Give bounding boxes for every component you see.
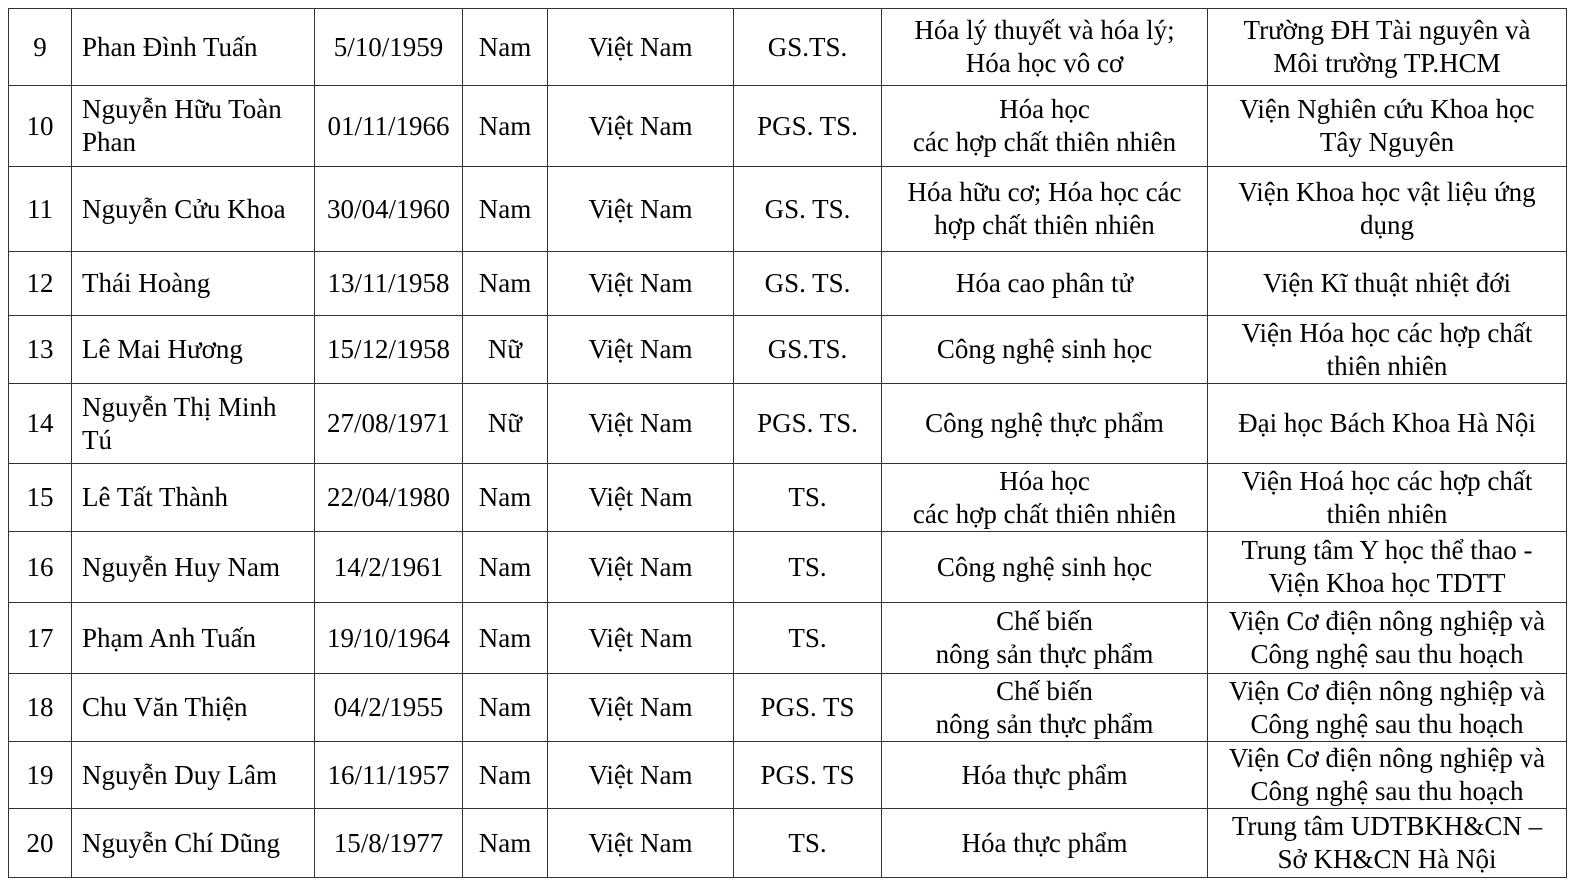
gender: Nam: [463, 532, 548, 603]
gender: Nam: [463, 742, 548, 809]
gender: Nam: [463, 252, 548, 316]
organization: Viện Nghiên cứu Khoa học Tây Nguyên: [1208, 86, 1567, 167]
specialty: Hóa thực phẩm: [882, 742, 1208, 809]
table-row: [9, 86, 1567, 167]
birth-date: 16/11/1957: [315, 742, 463, 809]
row-number: 10: [9, 86, 72, 167]
organization: Viện Hoá học các hợp chất thiên nhiên: [1208, 464, 1567, 532]
row-number: 15: [9, 464, 72, 532]
birth-date: 27/08/1971: [315, 384, 463, 464]
row-number: 9: [9, 9, 72, 86]
gender: Nam: [463, 603, 548, 674]
academic-title: GS.TS.: [734, 9, 882, 86]
member-name: Lê Mai Hương: [72, 316, 315, 384]
specialty: Hóa thực phẩm: [882, 809, 1208, 878]
nationality: Việt Nam: [548, 742, 734, 809]
nationality: Việt Nam: [548, 86, 734, 167]
nationality: Việt Nam: [548, 809, 734, 878]
table-row: [9, 674, 1567, 742]
academic-title: PGS. TS: [734, 742, 882, 809]
birth-date: 30/04/1960: [315, 167, 463, 252]
specialty: Hóa học các hợp chất thiên nhiên: [882, 464, 1208, 532]
specialty: Hóa học các hợp chất thiên nhiên: [882, 86, 1208, 167]
nationality: Việt Nam: [548, 384, 734, 464]
birth-date: 04/2/1955: [315, 674, 463, 742]
gender: Nam: [463, 86, 548, 167]
organization: Viện Kĩ thuật nhiệt đới: [1208, 252, 1567, 316]
row-number: 14: [9, 384, 72, 464]
table-row: [9, 384, 1567, 464]
specialty: Chế biến nông sản thực phẩm: [882, 603, 1208, 674]
organization: Viện Khoa học vật liệu ứng dụng: [1208, 167, 1567, 252]
birth-date: 5/10/1959: [315, 9, 463, 86]
nationality: Việt Nam: [548, 532, 734, 603]
academic-title: GS. TS.: [734, 167, 882, 252]
academic-title: TS.: [734, 603, 882, 674]
member-name: Nguyễn Thị Minh Tú: [72, 384, 315, 464]
table-row: [9, 742, 1567, 809]
specialty: Hóa cao phân tử: [882, 252, 1208, 316]
member-name: Phạm Anh Tuấn: [72, 603, 315, 674]
specialty: Hóa lý thuyết và hóa lý; Hóa học vô cơ: [882, 9, 1208, 86]
birth-date: 22/04/1980: [315, 464, 463, 532]
specialty: Công nghệ sinh học: [882, 316, 1208, 384]
member-name: Phan Đình Tuấn: [72, 9, 315, 86]
birth-date: 01/11/1966: [315, 86, 463, 167]
nationality: Việt Nam: [548, 603, 734, 674]
birth-date: 14/2/1961: [315, 532, 463, 603]
member-name: Nguyễn Hữu Toàn Phan: [72, 86, 315, 167]
nationality: Việt Nam: [548, 674, 734, 742]
organization: Viện Cơ điện nông nghiệp và Công nghệ sau thu hoạch: [1208, 603, 1567, 674]
organization: Viện Cơ điện nông nghiệp và Công nghệ sau thu hoạch: [1208, 674, 1567, 742]
organization: Viện Hóa học các hợp chất thiên nhiên: [1208, 316, 1567, 384]
organization: Trung tâm Y học thể thao - Viện Khoa học TDTT: [1208, 532, 1567, 603]
organization: Trường ĐH Tài nguyên và Môi trường TP.HCM: [1208, 9, 1567, 86]
gender: Nữ: [463, 384, 548, 464]
table-row: [9, 809, 1567, 878]
birth-date: 15/8/1977: [315, 809, 463, 878]
table-row: [9, 603, 1567, 674]
nationality: Việt Nam: [548, 316, 734, 384]
academic-title: PGS. TS: [734, 674, 882, 742]
member-name: Chu Văn Thiện: [72, 674, 315, 742]
gender: Nam: [463, 464, 548, 532]
nationality: Việt Nam: [548, 464, 734, 532]
gender: Nữ: [463, 316, 548, 384]
specialty: Chế biến nông sản thực phẩm: [882, 674, 1208, 742]
gender: Nam: [463, 167, 548, 252]
gender: Nam: [463, 9, 548, 86]
academic-title: GS.TS.: [734, 316, 882, 384]
specialty: Công nghệ sinh học: [882, 532, 1208, 603]
table-row: [9, 167, 1567, 252]
academic-title: PGS. TS.: [734, 86, 882, 167]
row-number: 20: [9, 809, 72, 878]
member-name: Thái Hoàng: [72, 252, 315, 316]
row-number: 19: [9, 742, 72, 809]
academic-title: PGS. TS.: [734, 384, 882, 464]
table-row: [9, 252, 1567, 316]
academic-title: GS. TS.: [734, 252, 882, 316]
organization: Đại học Bách Khoa Hà Nội: [1208, 384, 1567, 464]
table-row: [9, 9, 1567, 86]
member-name: Nguyễn Chí Dũng: [72, 809, 315, 878]
specialty: Công nghệ thực phẩm: [882, 384, 1208, 464]
nationality: Việt Nam: [548, 9, 734, 86]
academic-title: TS.: [734, 532, 882, 603]
row-number: 12: [9, 252, 72, 316]
organization: Viện Cơ điện nông nghiệp và Công nghệ sau thu hoạch: [1208, 742, 1567, 809]
table-row: [9, 464, 1567, 532]
nationality: Việt Nam: [548, 252, 734, 316]
row-number: 16: [9, 532, 72, 603]
row-number: 11: [9, 167, 72, 252]
member-table: [8, 8, 1567, 878]
table-body: [9, 9, 1567, 878]
gender: Nam: [463, 674, 548, 742]
academic-title: TS.: [734, 464, 882, 532]
table-row: [9, 316, 1567, 384]
table-row: [9, 532, 1567, 603]
member-name: Nguyễn Duy Lâm: [72, 742, 315, 809]
birth-date: 13/11/1958: [315, 252, 463, 316]
nationality: Việt Nam: [548, 167, 734, 252]
academic-title: TS.: [734, 809, 882, 878]
specialty: Hóa hữu cơ; Hóa học các hợp chất thiên nhiên: [882, 167, 1208, 252]
gender: Nam: [463, 809, 548, 878]
birth-date: 19/10/1964: [315, 603, 463, 674]
member-name: Lê Tất Thành: [72, 464, 315, 532]
row-number: 13: [9, 316, 72, 384]
birth-date: 15/12/1958: [315, 316, 463, 384]
member-name: Nguyễn Cửu Khoa: [72, 167, 315, 252]
member-name: Nguyễn Huy Nam: [72, 532, 315, 603]
organization: Trung tâm UDTBKH&CN – Sở KH&CN Hà Nội: [1208, 809, 1567, 878]
row-number: 17: [9, 603, 72, 674]
row-number: 18: [9, 674, 72, 742]
